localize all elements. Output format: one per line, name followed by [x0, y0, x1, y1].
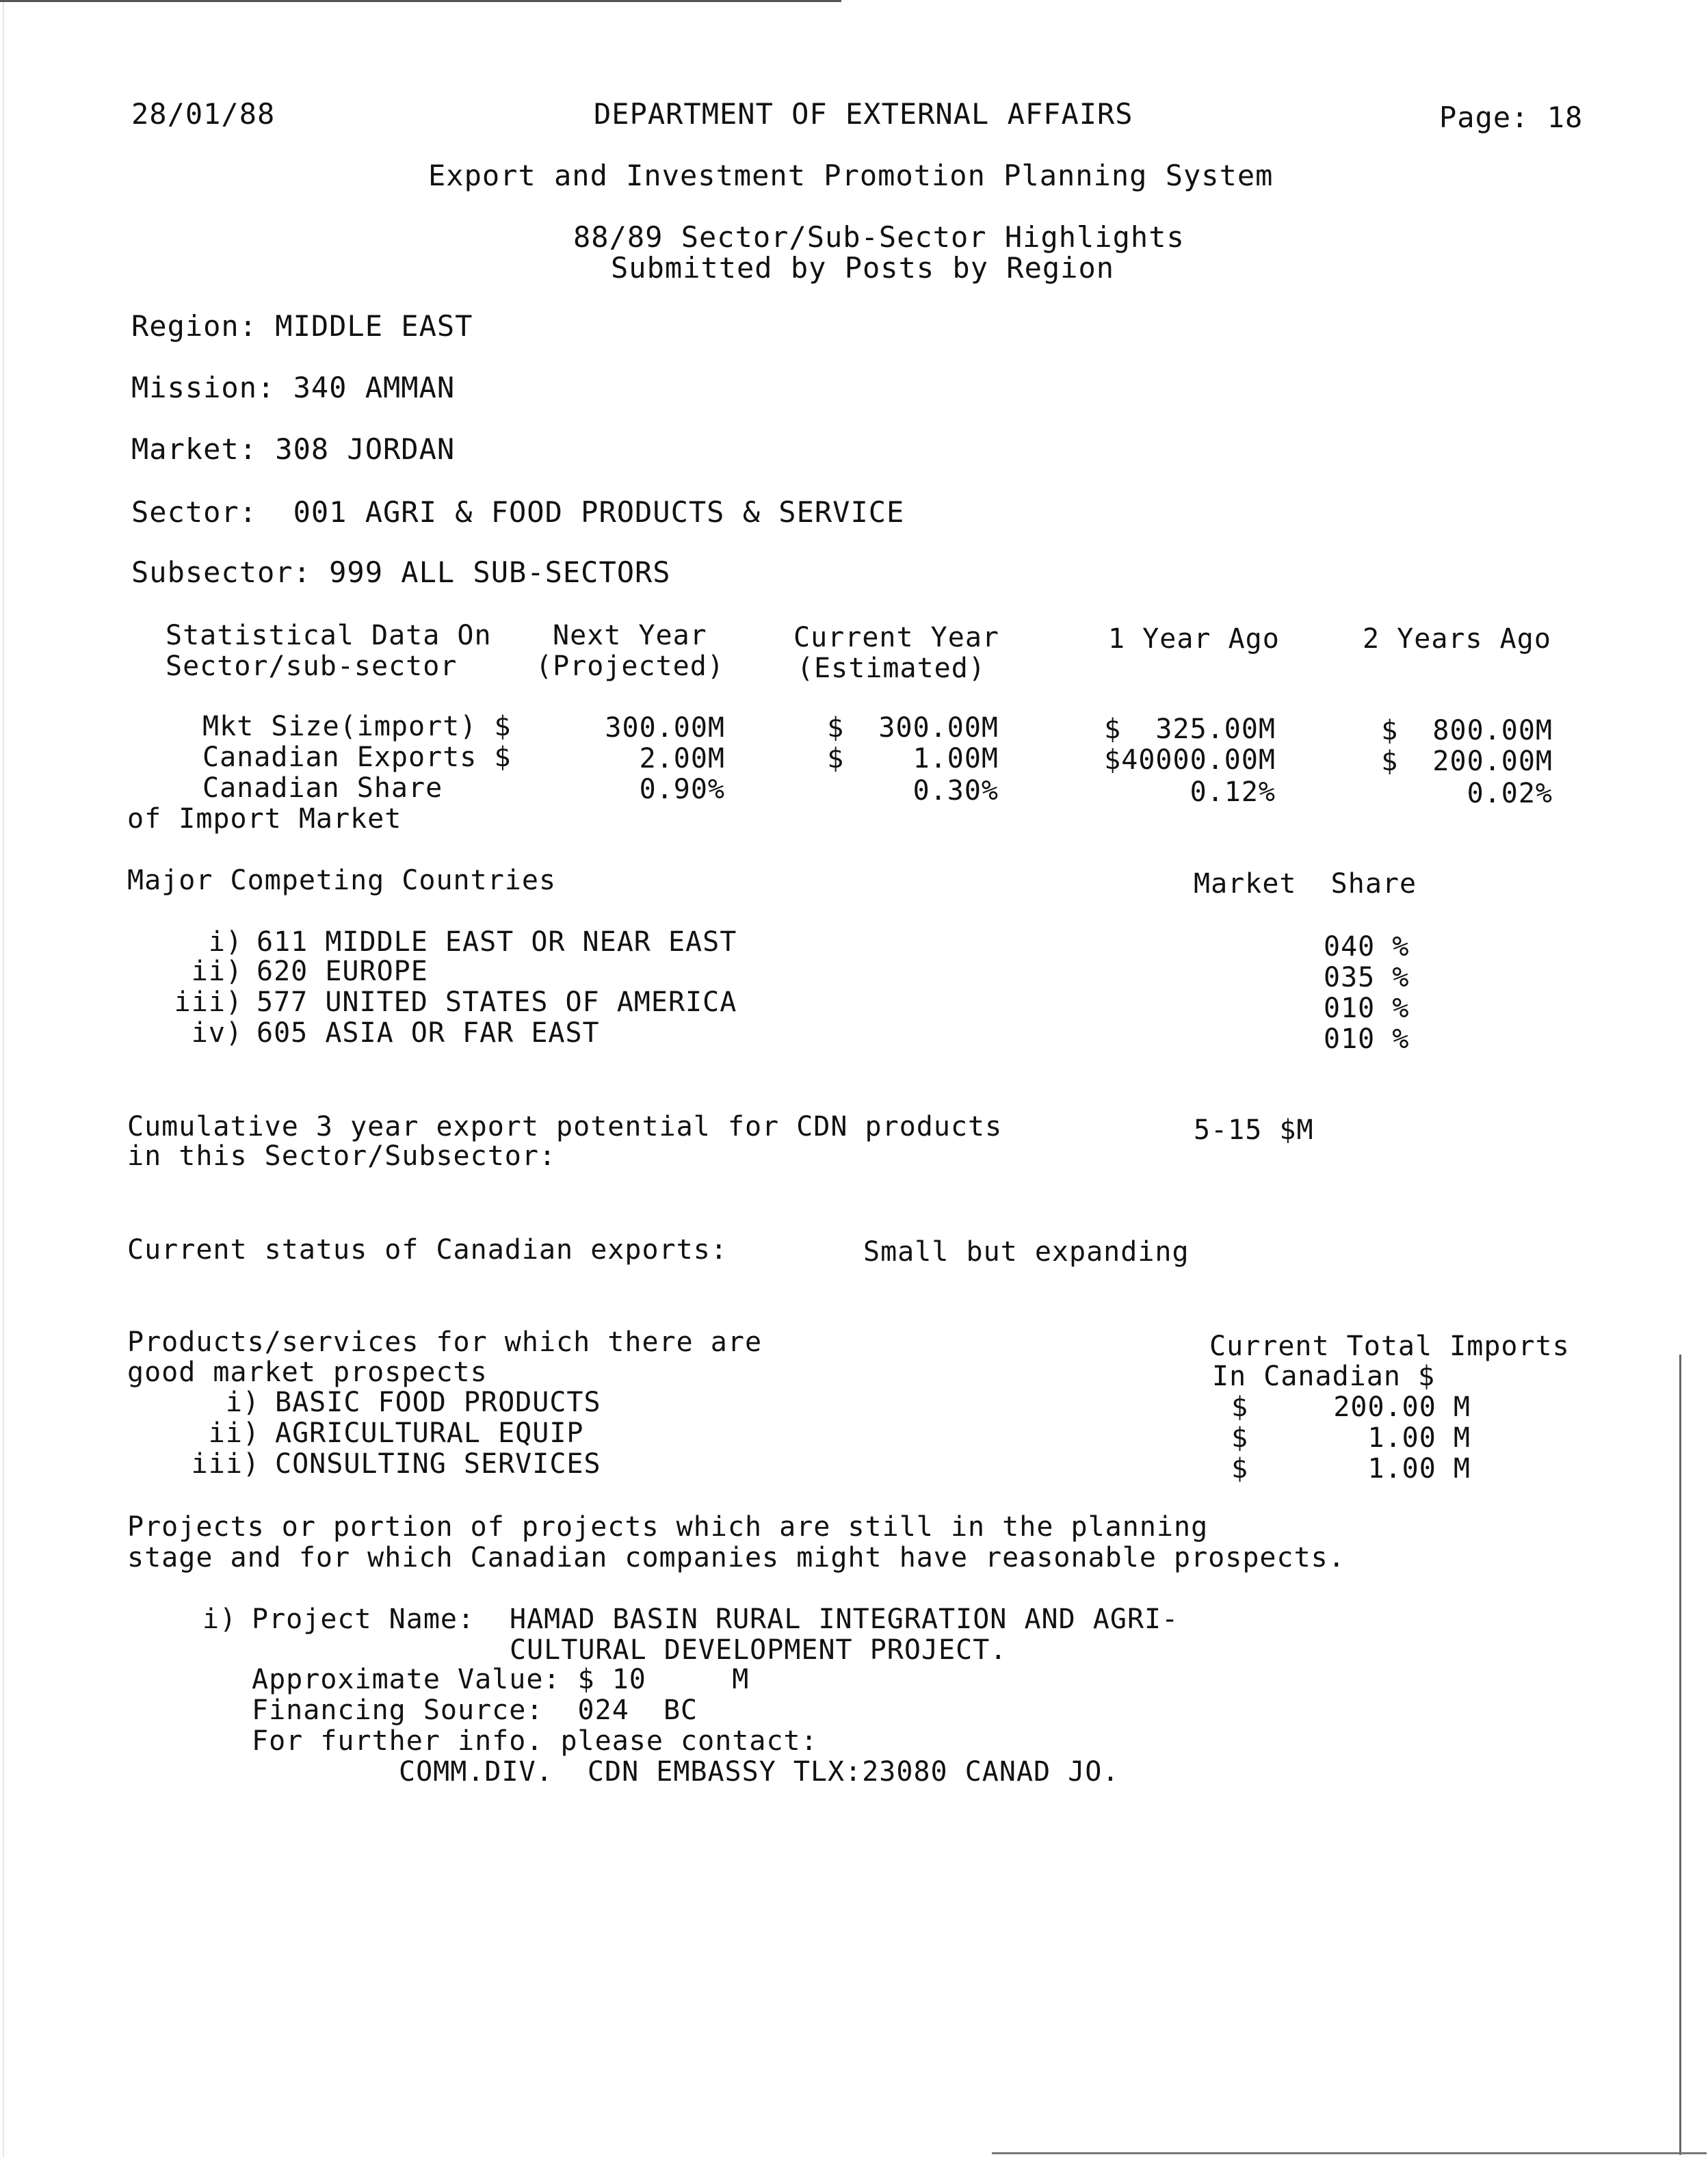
project-financing-source: Financing Source: 024 BC: [252, 1695, 698, 1726]
column-subheader-estimated: (Estimated): [797, 653, 986, 684]
row-label-canadian-exports: Canadian Exports $: [202, 742, 512, 773]
competitor-name: 611 MIDDLE EAST OR NEAR EAST: [257, 926, 737, 958]
prospect-index: ii): [208, 1417, 260, 1449]
project-approximate-value: Approximate Value: $ 10 M: [252, 1664, 750, 1695]
prospects-intro-line-2: good market prospects: [127, 1357, 488, 1388]
exports-current-year: $ 1.00M: [827, 743, 999, 774]
competitor-share: 010 %: [1324, 1023, 1410, 1055]
projects-intro-line-1: Projects or portion of projects which are still in the planning: [127, 1511, 1209, 1543]
imports-header-line-2: In Canadian $: [1212, 1361, 1436, 1392]
project-name-line-2: CULTURAL DEVELOPMENT PROJECT.: [510, 1634, 1008, 1666]
prospect-amount: 1.00 M: [1367, 1422, 1471, 1454]
market-size-next-year: 300.00M: [605, 712, 725, 744]
page-number: Page: 18: [1439, 101, 1584, 134]
competitor-name: 605 ASIA OR FAR EAST: [257, 1017, 600, 1049]
prospects-intro-line-1: Products/services for which there are: [127, 1326, 763, 1358]
competitor-index: i): [208, 926, 243, 958]
competitor-share: 040 %: [1324, 931, 1410, 963]
scan-edge-left: [3, 0, 4, 2157]
export-status-label: Current status of Canadian exports:: [127, 1234, 728, 1266]
market-share-header: Market Share: [1194, 868, 1417, 900]
competitor-index: iii): [174, 986, 243, 1018]
competitor-index: ii): [191, 956, 243, 987]
share-current-year: 0.30%: [912, 775, 999, 807]
mission-line: Mission: 340 AMMAN: [131, 371, 456, 404]
export-potential-value: 5-15 $M: [1194, 1114, 1314, 1146]
export-potential-line-2: in this Sector/Subsector:: [127, 1140, 557, 1172]
system-title: Export and Investment Promotion Planning System: [428, 159, 1274, 192]
market-size-1-year-ago: $ 325.00M: [1104, 714, 1276, 745]
stats-header-label-2: Sector/sub-sector: [166, 651, 458, 682]
row-label-canadian-share: Canadian Share: [202, 772, 443, 804]
prospect-amount: 200.00 M: [1333, 1391, 1471, 1423]
scan-edge-right: [1679, 1355, 1681, 2155]
department-name: DEPARTMENT OF EXTERNAL AFFAIRS: [594, 97, 1133, 131]
prospect-currency: $: [1231, 1422, 1249, 1454]
column-subheader-projected: (Projected): [536, 651, 724, 682]
project-name-line-1: HAMAD BASIN RURAL INTEGRATION AND AGRI-: [510, 1604, 1179, 1635]
market-line: Market: 308 JORDAN: [131, 432, 456, 466]
imports-header-line-1: Current Total Imports: [1209, 1331, 1570, 1362]
share-1-year-ago: 0.12%: [1190, 776, 1276, 808]
share-note: of Import Market: [127, 803, 402, 835]
project-contact-label: For further info. please contact:: [252, 1725, 818, 1757]
prospect-amount: 1.00 M: [1367, 1453, 1471, 1485]
column-header-2-years-ago: 2 Years Ago: [1363, 623, 1551, 655]
exports-next-year: 2.00M: [639, 743, 725, 774]
exports-2-years-ago: $ 200.00M: [1381, 746, 1553, 777]
scan-edge-top: [0, 0, 841, 2]
exports-1-year-ago: $40000.00M: [1104, 744, 1276, 776]
sector-line: Sector: 001 AGRI & FOOD PRODUCTS & SERVICE: [131, 495, 905, 529]
region-line: Region: MIDDLE EAST: [131, 309, 473, 343]
export-status-value: Small but expanding: [863, 1236, 1190, 1268]
project-name-label: Project Name:: [252, 1604, 475, 1635]
report-date: 28/01/88: [131, 97, 276, 131]
share-next-year: 0.90%: [639, 774, 725, 805]
column-header-1-year-ago: 1 Year Ago: [1108, 623, 1280, 655]
competitor-share: 010 %: [1324, 993, 1410, 1024]
share-2-years-ago: 0.02%: [1467, 778, 1553, 809]
project-contact: COMM.DIV. CDN EMBASSY TLX:23080 CANAD JO.: [399, 1756, 1120, 1788]
competitor-share: 035 %: [1324, 962, 1410, 993]
stats-header-label-1: Statistical Data On: [166, 620, 492, 651]
subsector-line: Subsector: 999 ALL SUB-SECTORS: [131, 555, 671, 589]
prospect-index: i): [225, 1387, 260, 1418]
prospect-name: BASIC FOOD PRODUCTS: [275, 1387, 601, 1418]
competitor-name: 620 EUROPE: [257, 956, 428, 987]
column-header-next-year: Next Year: [553, 620, 707, 651]
projects-intro-line-2: stage and for which Canadian companies might have reasonable prospects.: [127, 1542, 1345, 1573]
prospect-currency: $: [1231, 1453, 1249, 1485]
market-size-current-year: $ 300.00M: [827, 712, 999, 744]
row-label-market-size: Mkt Size(import) $: [202, 711, 512, 742]
market-size-2-years-ago: $ 800.00M: [1381, 715, 1553, 746]
prospect-index: iii): [191, 1448, 260, 1480]
competitors-title: Major Competing Countries: [127, 865, 557, 896]
competitor-index: iv): [191, 1017, 243, 1049]
report-title: 88/89 Sector/Sub-Sector Highlights: [573, 220, 1185, 254]
export-potential-line-1: Cumulative 3 year export potential for CDN products: [127, 1111, 1003, 1142]
report-subtitle: Submitted by Posts by Region: [611, 251, 1115, 285]
prospect-name: CONSULTING SERVICES: [275, 1448, 601, 1480]
column-header-current-year: Current Year: [793, 622, 999, 653]
prospect-name: AGRICULTURAL EQUIP: [275, 1417, 584, 1449]
scan-edge-bottom: [992, 2152, 1707, 2154]
competitor-name: 577 UNITED STATES OF AMERICA: [257, 986, 737, 1018]
prospect-currency: $: [1231, 1391, 1249, 1423]
project-index: i): [202, 1604, 237, 1635]
